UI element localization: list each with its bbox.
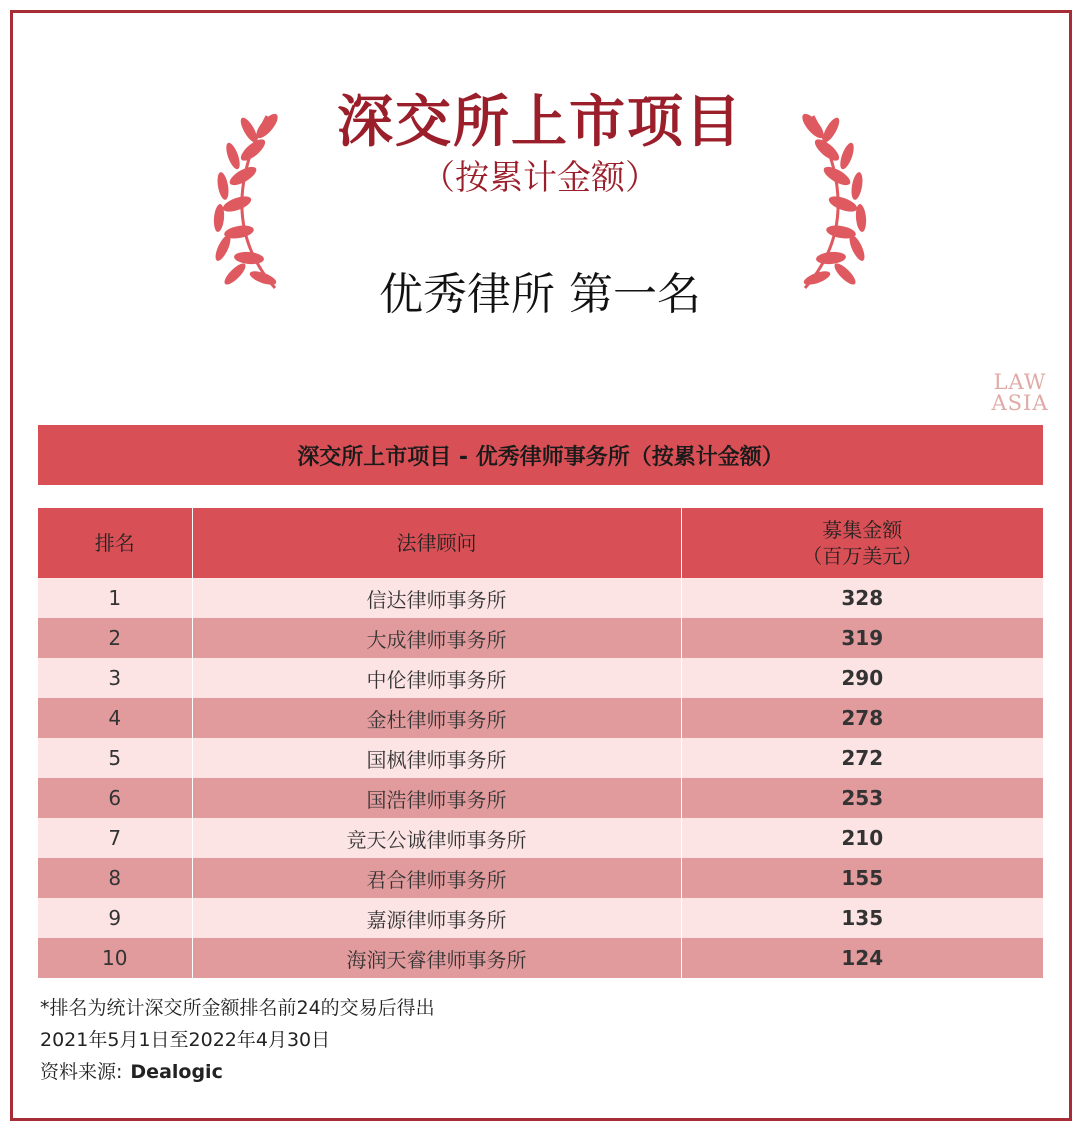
table-row [38,938,1043,978]
cell-rank: 7 [38,818,192,858]
table-row [38,618,1043,658]
cell-amount: 290 [681,658,1043,698]
cell-amount: 272 [681,738,1043,778]
cell-amount: 210 [681,818,1043,858]
source [40,1056,435,1088]
header-rank: 排名 [38,508,192,578]
cell-firm: 国枫律师事务所 [192,738,681,778]
table-row [38,738,1043,778]
table-row [38,858,1043,898]
table-row [38,578,1043,618]
table-row [38,898,1043,938]
cell-firm: 信达律师事务所 [192,578,681,618]
period: 2021年5月1日至2022年4月30日 [40,1029,331,1051]
logo-line-1: LAW [993,370,1047,394]
header-amount [681,508,1043,578]
source-name: Dealogic [130,1061,223,1083]
page-subtitle: （按累计金额） [421,158,659,198]
cell-firm: 君合律师事务所 [192,858,681,898]
logo-line-2: ASIA [991,391,1049,415]
cell-amount: 253 [681,778,1043,818]
source-label: 资料来源: [40,1061,123,1083]
cell-rank: 5 [38,738,192,778]
table-row [38,778,1043,818]
cell-firm: 海润天睿律师事务所 [192,938,681,978]
cell-rank: 8 [38,858,192,898]
table-banner: 深交所上市项目 - 优秀律师事务所（按累计金额） [38,425,1043,485]
table-row [38,658,1043,698]
cell-rank: 2 [38,618,192,658]
cell-amount: 319 [681,618,1043,658]
cell-rank: 6 [38,778,192,818]
cell-rank: 10 [38,938,192,978]
header-amount-line2: （百万美元） [802,544,923,568]
cell-firm: 金杜律师事务所 [192,698,681,738]
cell-firm: 国浩律师事务所 [192,778,681,818]
cell-amount: 278 [681,698,1043,738]
cell-rank: 9 [38,898,192,938]
cell-amount: 328 [681,578,1043,618]
cell-amount: 124 [681,938,1043,978]
cell-amount: 135 [681,898,1043,938]
laurel-right-icon [785,108,875,293]
cell-rank: 1 [38,578,192,618]
laurel-left-icon [205,108,295,293]
ranking-table [38,508,1043,978]
table-header-row [38,508,1043,578]
cell-amount: 155 [681,858,1043,898]
cell-firm: 竞天公诚律师事务所 [192,818,681,858]
header-advisor: 法律顾问 [192,508,681,578]
table-row [38,818,1043,858]
law-asia-logo [990,372,1050,414]
cell-rank: 4 [38,698,192,738]
notes [40,992,435,1088]
header-amount-line1: 募集金额 [822,518,903,542]
cell-firm: 大成律师事务所 [192,618,681,658]
award-label: 优秀律所 第一名 [379,269,701,320]
table-row [38,698,1043,738]
footnote: *排名为统计深交所金额排名前24的交易后得出 [40,997,435,1019]
cell-rank: 3 [38,658,192,698]
cell-firm: 中伦律师事务所 [192,658,681,698]
page-title: 深交所上市项目 [337,90,743,155]
cell-firm: 嘉源律师事务所 [192,898,681,938]
